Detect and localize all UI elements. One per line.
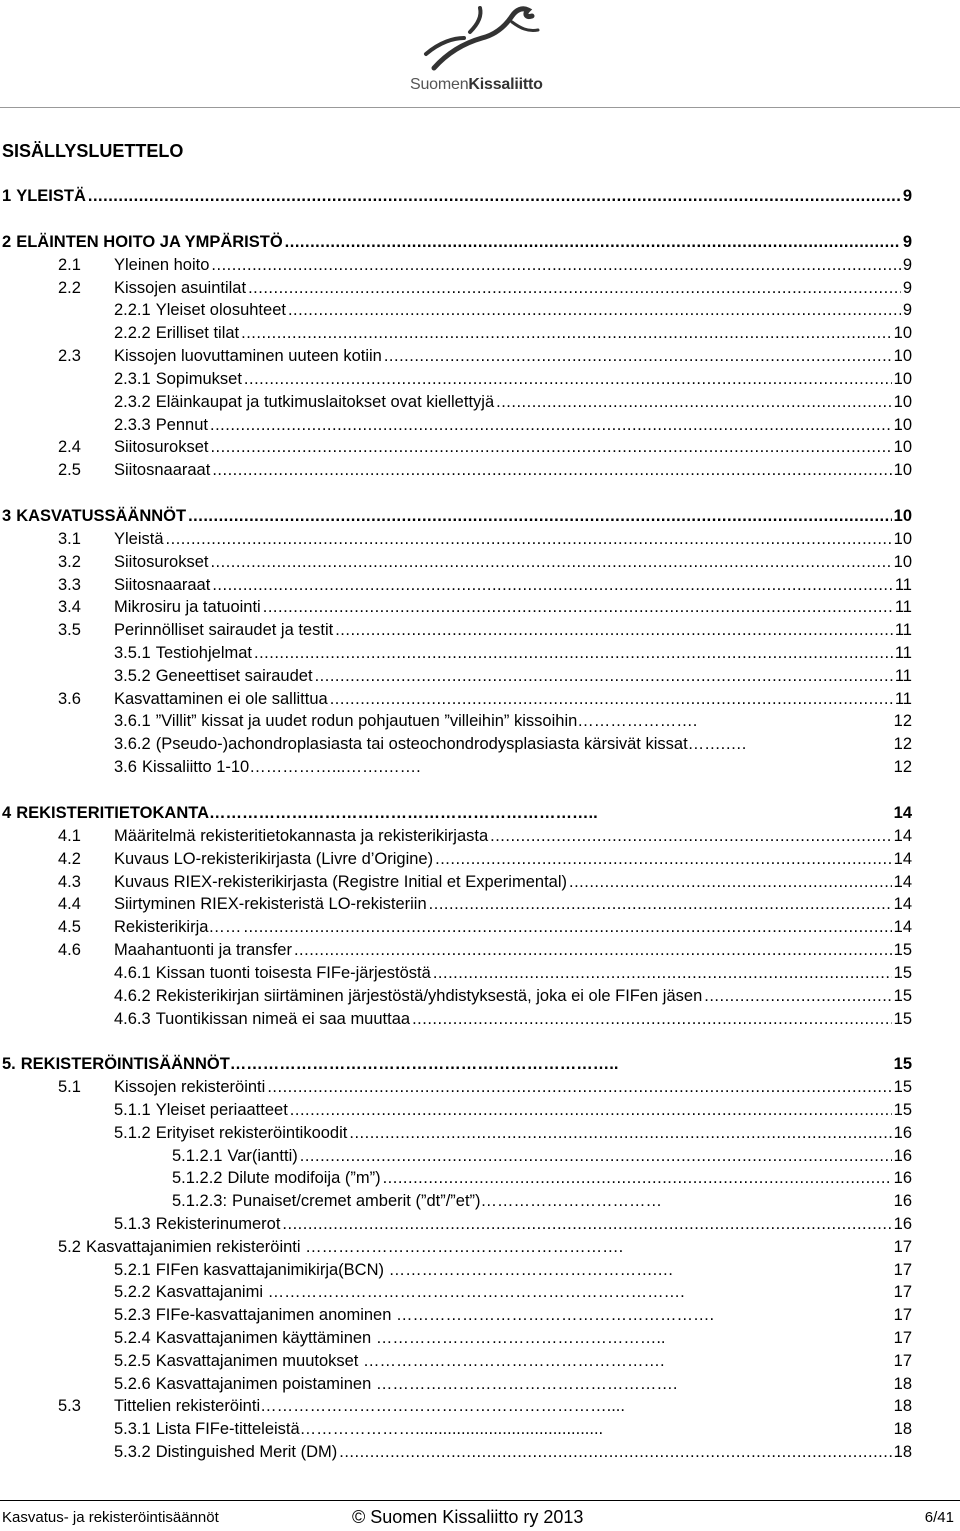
toc-entry-number: 5.2 [58,1238,81,1256]
toc-entry[interactable] [114,1304,912,1326]
toc-entry-label: Kuvaus LO-rekisterikirjasta (Livre d’Origine) [114,850,434,868]
toc-entry-number: 3.5.2 [114,667,151,685]
toc-entry-page: 17 [893,1283,912,1301]
toc-entry-leader [282,1213,891,1235]
toc-entry-leader [412,1008,892,1030]
toc-entry-leader [704,985,891,1007]
toc-title: SISÄLLYSLUETTELO [2,141,184,161]
toc-entry-page: 9 [902,279,912,297]
toc-entry-label: Siitosurokset [114,438,209,456]
toc-entry[interactable] [114,1213,912,1235]
toc-entry-page: 15 [893,1101,912,1119]
toc-entry-label: Siitosnaaraat [114,576,211,594]
toc-entry-label: Punaiset/cremet amberit (”dt”/”et”)…………………………… [232,1192,663,1210]
toc-entry-number: 3.5.1 [114,644,151,662]
toc-entry-label: Kissojen rekisteröinti [114,1078,266,1096]
toc-entry-number: 5.1.1 [114,1101,151,1119]
toc-entry[interactable] [114,368,912,390]
toc-entry-label: REKISTERÖINTISÄÄNNÖT…………………………………………………………….. [20,1055,619,1073]
toc-entry[interactable] [114,756,912,778]
toc-entry-number: 2.3 [58,347,81,365]
toc-entry-page: 16 [893,1124,912,1142]
toc-entry-label: Pennut [155,416,208,434]
toc-entry-page: 10 [893,461,912,479]
toc-entry-leader [210,551,891,573]
toc-entry-page: 11 [894,644,912,662]
toc-entry[interactable] [58,1395,912,1417]
toc-entry-label: Siitosnaaraat [114,461,211,479]
toc-entry-label: Dilute modifoija (”m”) [227,1169,381,1187]
toc-entry[interactable] [114,1008,912,1030]
toc-entry-page: 15 [893,941,912,959]
toc-entry-label: Kasvattajanimen käyttäminen …………………………………………….. [155,1329,666,1347]
toc-entry-leader [212,574,893,596]
toc-entry[interactable] [58,688,912,710]
toc-entry-number: 5.2.1 [114,1261,151,1279]
toc-entry-label: Kasvattajanimen muutokset ………………………………………………. [155,1352,665,1370]
toc-entry-page: 11 [894,598,912,616]
toc-entry-leader [496,391,892,413]
toc-entry-number: 3.6.2 [114,735,151,753]
toc-entry[interactable] [114,322,912,344]
toc-entry[interactable] [58,596,912,618]
toc-entry-page: 9 [902,187,912,205]
toc-entry-label: Yleiset olosuhteet [155,301,286,319]
toc-entry[interactable] [172,1167,912,1189]
toc-entry-number: 3.6 [58,690,81,708]
toc-entry[interactable] [114,1418,912,1440]
toc-entry-number: 5.1.3 [114,1215,151,1233]
toc-entry-label: REKISTERITIETOKANTA…………………………………………………………….. [16,804,598,822]
toc-entry[interactable] [114,1373,912,1395]
toc-entry-page: 10 [893,553,912,571]
toc-entry-leader [254,642,893,664]
toc-entry-number: 3.2 [58,553,81,571]
toc-entry-label: Mikrosiru ja tatuointi [114,598,261,616]
footer-divider [0,1500,960,1501]
toc-entry-label: Tuontikissan nimeä ei saa muuttaa [155,1010,411,1028]
toc-entry-leader [300,1145,892,1167]
toc-entry-label: Var(iantti) [227,1147,298,1165]
toc-entry[interactable] [114,1350,912,1372]
toc-entry-number: 3.4 [58,598,81,616]
toc-entry[interactable] [114,962,912,984]
toc-entry-number: 5.2.6 [114,1375,151,1393]
toc-entry-number: 5.3.1 [114,1420,151,1438]
toc-entry-label: Perinnölliset sairaudet ja testit [114,621,334,639]
toc-entry-number: 2.3.2 [114,393,151,411]
toc-entry-label: Kissaliitto 1-10……………...…….……. [141,758,421,776]
toc-entry-leader [267,1076,891,1098]
toc-entry-label: Kissan tuonti toisesta FIFe-järjestöstä [155,964,431,982]
toc-entry-number: 2.2.2 [114,324,151,342]
toc-entry-label: Lista FIFe-titteleistä…………………......................................... [155,1420,604,1438]
toc-entry-label: Tittelien rekisteröinti……………………………………………………….... [114,1397,625,1415]
toc-entry-leader [212,459,891,481]
toc-entry-leader [210,436,891,458]
toc-entry-page: 14 [893,850,912,868]
toc-entry-leader [243,916,891,938]
toc-entry[interactable] [114,1327,912,1349]
toc-entry-number: 4.3 [58,873,81,891]
toc-entry-leader [288,299,901,321]
toc-entry[interactable] [114,665,912,687]
toc-entry-page: 10 [893,324,912,342]
toc-entry-number: 4.4 [58,895,81,913]
toc-entry-page: 12 [893,758,912,776]
toc-entry-label: KASVATUSSÄÄNNÖT [16,507,187,525]
toc-entry-number: 4 [2,804,12,822]
toc-entry-number: 4.6.3 [114,1010,151,1028]
toc-entry-number: 5. [2,1055,16,1073]
toc-entry-label: Yleiset periaatteet [155,1101,288,1119]
toc-entry[interactable] [58,871,912,893]
toc-entry-number: 5.2.5 [114,1352,151,1370]
toc-entry-label: Siirtyminen RIEX-rekisteristä LO-rekisteriin [114,895,427,913]
toc-entry[interactable] [2,1053,912,1075]
toc-entry-number: 5.1.2.3: [172,1192,228,1210]
toc-entry[interactable] [58,574,912,596]
toc-entry-label: Rekisterikirja…… [114,918,242,936]
footer-page-number: 6/41 [924,1509,954,1526]
toc-entry[interactable] [114,414,912,436]
toc-entry-page: 10 [893,370,912,388]
toc-entry-page: 12 [893,712,912,730]
toc-entry[interactable] [2,185,912,207]
toc-entry-page: 9 [902,256,912,274]
toc-entry[interactable] [58,254,912,276]
toc-entry-number: 3.3 [58,576,81,594]
toc-entry-number: 3 [2,507,12,525]
toc-entry[interactable] [58,277,912,299]
toc-entry-label: Geneettiset sairaudet [155,667,313,685]
toc-entry-number: 2.2 [58,279,81,297]
toc-entry-number: 2.3.3 [114,416,151,434]
toc-entry-number: 2.2.1 [114,301,151,319]
toc-entry-page: 14 [893,873,912,891]
toc-entry-leader [88,185,901,207]
toc-entry[interactable] [172,1190,912,1212]
toc-entry-number: 4.6.2 [114,987,151,1005]
toc-entry-leader [285,231,901,253]
toc-entry-page: 15 [893,1010,912,1028]
toc-entry[interactable] [58,459,912,481]
toc-entry-page: 9 [902,301,912,319]
toc-entry-page: 17 [893,1238,912,1256]
toc-entry-label: Kissojen asuintilat [114,279,247,297]
logo [400,0,560,100]
toc-entry-page: 10 [893,416,912,434]
toc-entry[interactable] [2,231,912,253]
toc-entry-label: Erilliset tilat [155,324,240,342]
toc-entry-number: 2.4 [58,438,81,456]
toc-entry[interactable] [114,1099,912,1121]
toc-entry-page: 17 [893,1261,912,1279]
toc-entry-number: 5.2.2 [114,1283,151,1301]
toc-entry[interactable] [58,1236,912,1258]
toc-entry-leader [349,1122,891,1144]
toc-entry-page: 17 [893,1306,912,1324]
toc-entry-label: Eläinkaupat ja tutkimuslaitokset ovat kiellettyjä [155,393,495,411]
toc-entry-page: 14 [893,804,912,822]
toc-entry[interactable] [58,436,912,458]
toc-entry-number: 1 [2,187,12,205]
toc-entry-number: 2.5 [58,461,81,479]
toc-entry[interactable] [58,1076,912,1098]
toc-entry-page: 16 [893,1215,912,1233]
toc-entry-label: Yleinen hoito [114,256,210,274]
toc-entry-page: 10 [893,393,912,411]
toc-entry-page: 11 [894,576,912,594]
logo-text-bold: Kissaliitto [468,76,543,93]
toc-entry[interactable] [114,1281,912,1303]
toc-entry-leader [383,1167,892,1189]
toc-entry-leader [339,1441,891,1463]
toc-entry-number: 5.2.3 [114,1306,151,1324]
toc-entry-leader [188,505,892,527]
toc-entry-number: 3.5 [58,621,81,639]
toc-entry-label: FIFe-kasvattajanimen anominen …………………………………………………. [155,1306,715,1324]
toc-entry-leader [569,871,892,893]
toc-entry-page: 18 [893,1375,912,1393]
toc-entry-page: 18 [893,1420,912,1438]
toc-entry-label: Kasvattaminen ei ole sallittua [114,690,328,708]
toc-entry-page: 14 [893,895,912,913]
toc-entry-leader [384,345,892,367]
toc-entry-label: Erityiset rekisteröintikoodit [155,1124,348,1142]
toc-entry-page: 9 [902,233,912,251]
toc-entry-leader [429,893,892,915]
toc-entry-leader [248,277,901,299]
toc-entry-label: Kissojen luovuttaminen uuteen kotiin [114,347,382,365]
toc-entry[interactable] [58,916,912,938]
toc-entry-page: 12 [893,735,912,753]
toc-entry-page: 16 [893,1147,912,1165]
toc-entry[interactable] [58,825,912,847]
toc-entry-label: ”Villit” kissat ja uudet rodun pohjautuen ”villeihin” kissoihin…………………. [155,712,698,730]
toc-entry[interactable] [58,939,912,961]
toc-entry-page: 11 [894,690,912,708]
toc-entry-label: Kuvaus RIEX-rekisterikirjasta (Registre Initial et Experimental) [114,873,567,891]
toc-entry[interactable] [58,893,912,915]
toc-entry-leader [294,939,892,961]
toc-entry-number: 5.1.2 [114,1124,151,1142]
toc-entry-leader [315,665,893,687]
toc-entry-page: 15 [893,964,912,982]
toc-entry-number: 4.6 [58,941,81,959]
toc-entry-label: FIFen kasvattajanimikirja(BCN) ………………………………………….… [155,1261,674,1279]
toc-entry-number: 4.6.1 [114,964,151,982]
header-divider [0,107,960,108]
logo-text [410,76,543,94]
toc-entry-number: 2.3.1 [114,370,151,388]
toc-entry-label: Kasvattajanimien rekisteröinti …………………………………………………. [85,1238,624,1256]
toc-entry-page: 10 [893,438,912,456]
toc-entry-number: 3.6 [114,758,137,776]
toc-entry-label: Testiohjelmat [155,644,252,662]
toc-entry-number: 4.5 [58,918,81,936]
toc-entry-page: 10 [893,507,912,525]
toc-entry-page: 16 [893,1169,912,1187]
toc-entry[interactable] [2,802,912,824]
toc-entry-number: 3.1 [58,530,81,548]
toc-entry-number: 5.1 [58,1078,81,1096]
toc-entry-label: Kasvattajanimi …………………………………………………………………. [155,1283,685,1301]
toc-entry-label: Rekisterinumerot [155,1215,281,1233]
toc-entry-number: 5.3 [58,1397,81,1415]
toc-entry-leader [210,414,892,436]
toc-entry[interactable] [114,1259,912,1281]
toc-entry-leader [290,1099,892,1121]
toc-entry-page: 18 [893,1443,912,1461]
toc-entry[interactable] [58,528,912,550]
footer-document-title: Kasvatus- ja rekisteröintisäännöt [2,1509,219,1526]
toc-entry-page: 15 [893,1078,912,1096]
toc-entry-leader [166,528,892,550]
toc-entry-label: ELÄINTEN HOITO JA YMPÄRISTÖ [16,233,283,251]
toc-entry-label: Siitosurokset [114,553,209,571]
toc-entry[interactable] [114,391,912,413]
toc-entry-page: 17 [893,1352,912,1370]
toc-entry[interactable] [58,619,912,641]
toc-entry-page: 10 [893,347,912,365]
toc-entry-page: 14 [893,918,912,936]
toc-entry-page: 15 [893,987,912,1005]
cat-logo-icon [420,2,550,76]
toc-entry[interactable] [114,733,912,755]
toc-entry[interactable] [172,1145,912,1167]
toc-entry[interactable] [58,551,912,573]
toc-entry[interactable] [58,848,912,870]
toc-entry-page: 16 [893,1192,912,1210]
toc-entry-leader [433,962,892,984]
toc-entry-number: 5.1.2.1 [172,1147,223,1165]
toc-entry[interactable] [114,299,912,321]
toc-entry-leader [263,596,893,618]
toc-entry-leader [241,322,892,344]
toc-entry[interactable] [58,345,912,367]
toc-entry-page: 14 [893,827,912,845]
toc-entry[interactable] [114,1122,912,1144]
toc-entry-label: Yleistä [114,530,164,548]
toc-entry-label: Määritelmä rekisteritietokannasta ja rekisterikirjasta [114,827,489,845]
toc-entry-label: (Pseudo-)achondroplasiasta tai osteochondrodysplasiasta kärsivät kissat…….…. [155,735,747,753]
toc-entry-number: 4.1 [58,827,81,845]
toc-entry[interactable] [114,985,912,1007]
toc-entry-leader [244,368,892,390]
toc-entry-leader [335,619,893,641]
toc-entry[interactable] [2,505,912,527]
toc-entry[interactable] [114,642,912,664]
toc-entry-leader [330,688,893,710]
toc-entry-page: 11 [894,621,912,639]
toc-entry-page: 18 [893,1397,912,1415]
toc-entry-label: Sopimukset [155,370,242,388]
toc-entry-number: 3.6.1 [114,712,151,730]
toc-entry-leader [490,825,892,847]
toc-entry-leader [435,848,892,870]
toc-entry-leader [211,254,900,276]
toc-entry-label: Maahantuonti ja transfer [114,941,292,959]
toc-entry-number: 2 [2,233,12,251]
toc-entry[interactable] [114,710,912,732]
toc-entry-label: Distinguished Merit (DM) [155,1443,338,1461]
toc-entry-number: 2.1 [58,256,81,274]
toc-entry-page: 10 [893,530,912,548]
toc-entry-number: 5.3.2 [114,1443,151,1461]
logo-text-light: Suomen [410,76,469,93]
footer-copyright: © Suomen Kissaliitto ry 2013 [352,1507,584,1527]
toc-entry-label: Kasvattajanimen poistaminen ………………………………………………. [155,1375,678,1393]
toc-entry-label: Rekisterikirjan siirtäminen järjestöstä/yhdistyksestä, joka ei ole FIFen jäsen [155,987,703,1005]
toc-entry[interactable] [114,1441,912,1463]
toc-entry-page: 17 [893,1329,912,1347]
toc-entry-page: 11 [894,667,912,685]
toc-entry-number: 5.2.4 [114,1329,151,1347]
toc-entry-page: 15 [893,1055,912,1073]
toc-entry-number: 4.2 [58,850,81,868]
toc-entry-number: 5.1.2.2 [172,1169,223,1187]
toc-entry-label: YLEISTÄ [16,187,86,205]
